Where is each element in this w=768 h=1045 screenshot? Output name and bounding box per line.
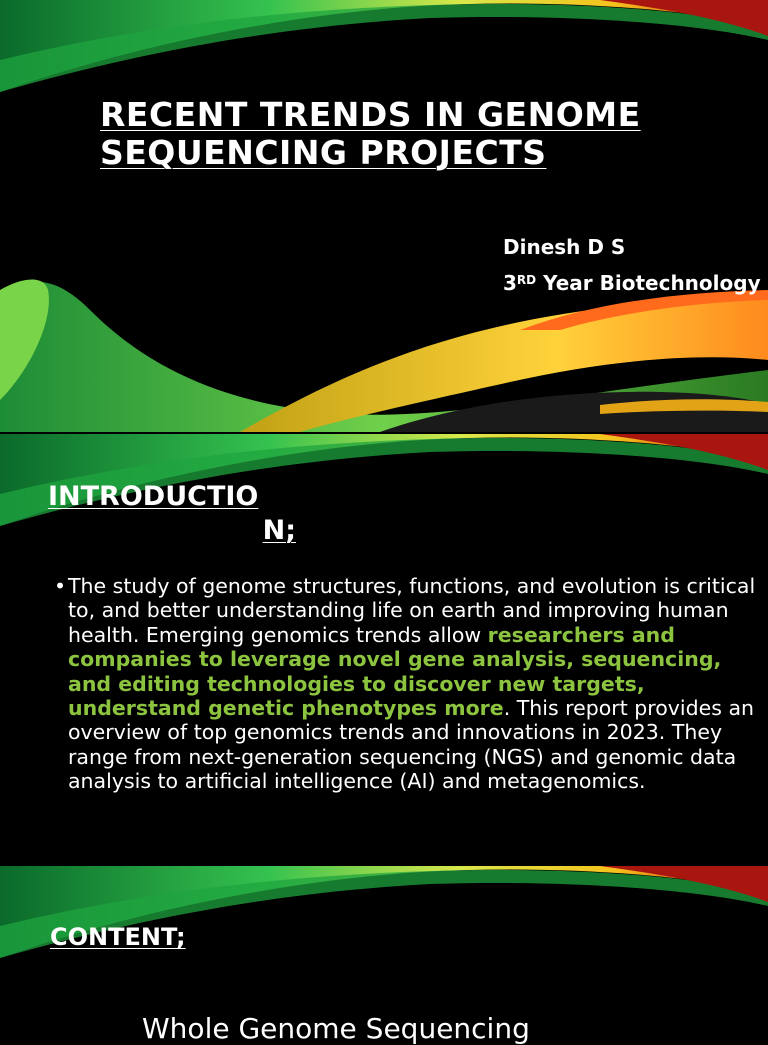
intro-text-end: . This report provides an overview of top genomics trends and innovations in 2023. They range from next-generation sequencing (NGS) and genomic data analysis to artificial intelligence (AI) and metagenomics. xyxy=(68,696,755,794)
year-number: 3 xyxy=(503,271,517,295)
slide-heading: CONTENT; xyxy=(50,923,186,951)
swoosh-decoration xyxy=(0,0,768,432)
content-slide xyxy=(0,866,768,1045)
intro-bullet xyxy=(54,574,758,794)
year-department: Year Biotechnology xyxy=(536,271,761,295)
heading-line-2: N; xyxy=(262,515,296,546)
content-list-item: Whole Genome Sequencing xyxy=(142,1012,530,1045)
intro-text-start: The study of genome structures, functions, and evolution is critical to, and better understanding life on earth and improving human health. Emerging genomics trends allow xyxy=(68,574,756,647)
author-year xyxy=(503,264,761,300)
title-line-2: SEQUENCING PROJECTS xyxy=(100,133,547,172)
intro-text-highlight: researchers and companies to leverage novel gene analysis, sequencing, and editing technologies to discover new targets, understand genetic phenotypes more xyxy=(68,622,722,721)
heading-line-1: INTRODUCTIO xyxy=(48,481,259,512)
introduction-slide xyxy=(0,434,768,864)
author-block xyxy=(503,231,761,300)
year-suffix: RD xyxy=(516,273,537,287)
bullet-dot: • xyxy=(54,574,67,598)
title-slide xyxy=(0,0,768,432)
slide-heading xyxy=(48,480,296,548)
title-line-1: RECENT TRENDS IN GENOME xyxy=(100,95,641,134)
author-name: Dinesh D S xyxy=(503,235,626,259)
presentation-title xyxy=(100,96,740,172)
